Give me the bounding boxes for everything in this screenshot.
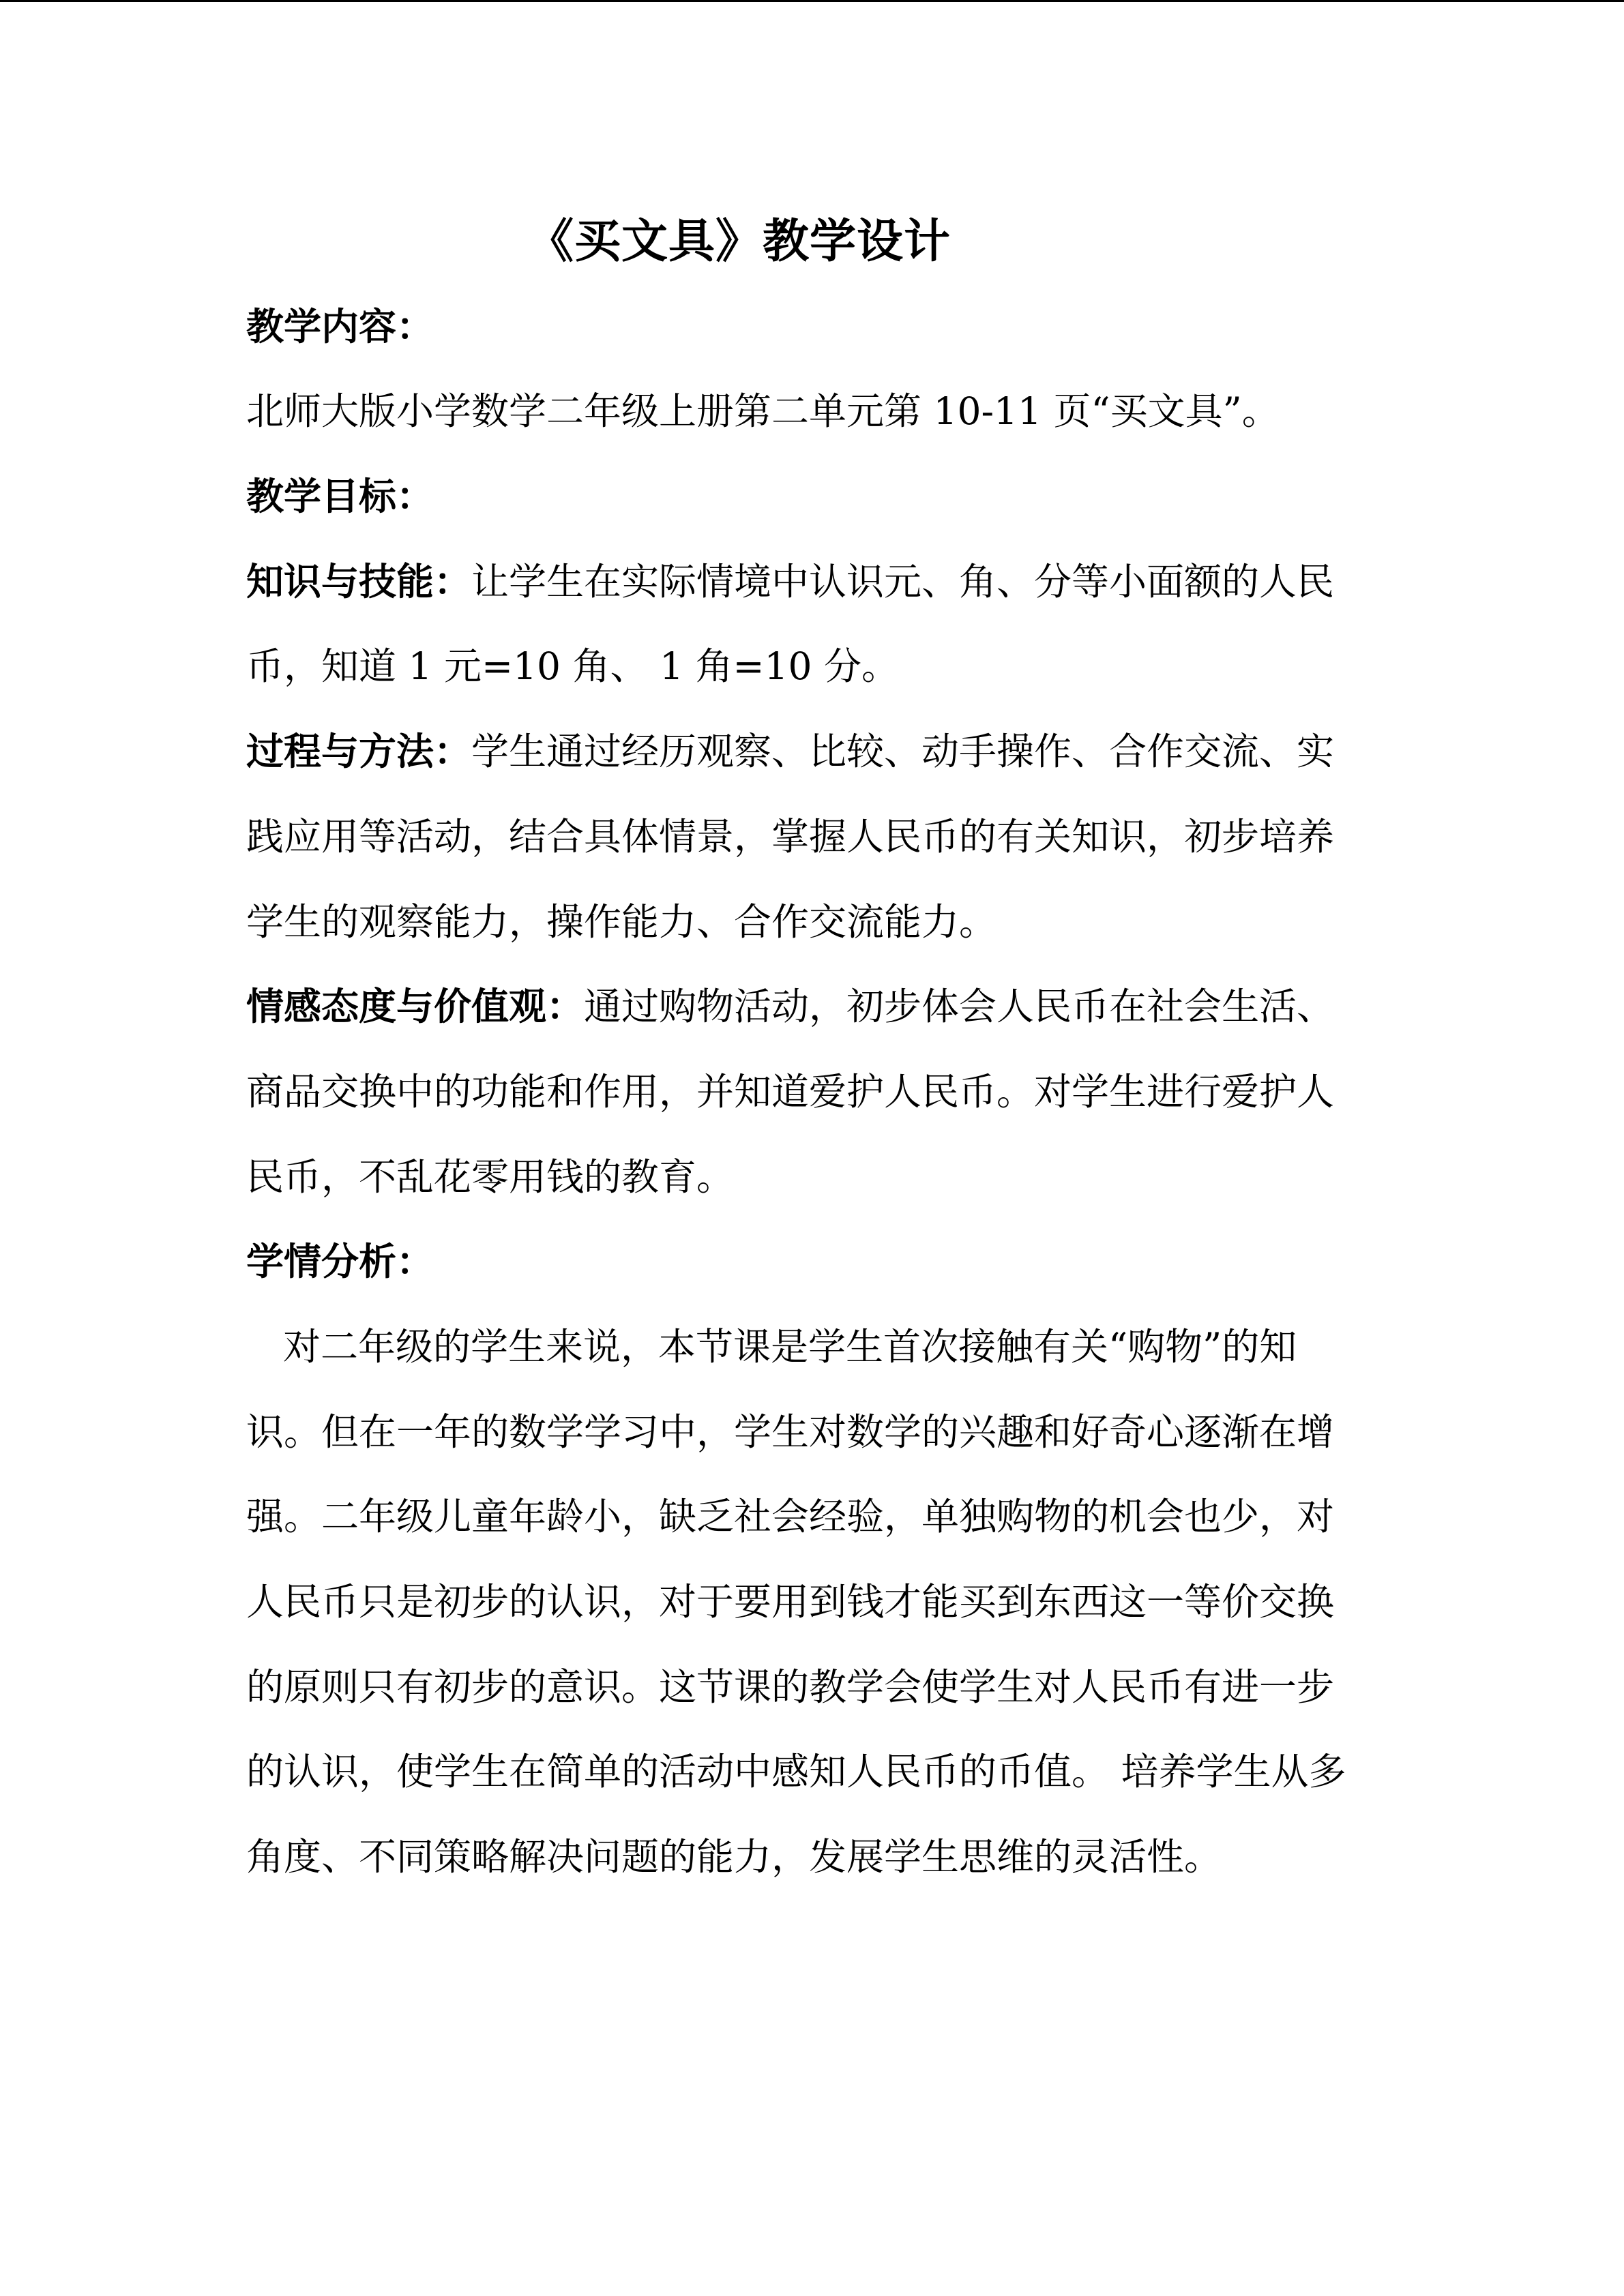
objective-attitude-line	[246, 964, 1378, 1049]
objective-knowledge-text: 让学生在实际情境中认识元、角、分等小面额的人民	[471, 559, 1335, 603]
section-heading-analysis: 学情分析：	[246, 1240, 434, 1284]
objective-attitude-text: 通过购物活动，初步体会人民币在社会生活、	[584, 985, 1335, 1029]
document-body	[246, 199, 1378, 1900]
content-text: 北师大版小学数学二年级上册第二单元第 10-11 页“买文具”。	[246, 389, 1280, 434]
objective-knowledge-line	[246, 539, 1378, 625]
analysis-text: 识。但在一年的数学学习中，学生对数学的兴趣和好奇心逐渐在增	[246, 1410, 1335, 1454]
analysis-text: 角度、不同策略解决问题的能力，发展学生思维的灵活性。	[246, 1835, 1222, 1879]
page-top-border	[0, 0, 1624, 2]
objective-knowledge-text: 币，知道 1 元=10 角、 1 角=10 分。	[246, 644, 900, 689]
analysis-text: 对二年级的学生来说，本节课是学生首次接触有关“购物”的知	[283, 1324, 1297, 1369]
analysis-text: 的认识，使学生在简单的活动中感知人民币的币值。 培养学生从多	[246, 1750, 1346, 1794]
document-title: 《买文具》教学设计	[527, 214, 951, 269]
objective-process-label: 过程与方法：	[246, 730, 472, 774]
objective-process-text: 学生通过经历观察、比较、动手操作、合作交流、实	[471, 730, 1335, 774]
objective-knowledge-label: 知识与技能：	[246, 559, 472, 603]
section-heading-objectives: 教学目标：	[246, 475, 434, 519]
analysis-text: 人民币只是初步的认识，对于要用到钱才能买到东西这一等价交换	[246, 1580, 1335, 1624]
objective-process-text: 学生的观察能力，操作能力、合作交流能力。	[246, 899, 997, 944]
analysis-text: 的原则只有初步的意识。这节课的教学会使学生对人民币有进一步	[246, 1665, 1335, 1709]
section-heading-content: 教学内容：	[246, 304, 434, 348]
objective-process-line	[246, 709, 1378, 794]
objective-process-text: 践应用等活动，结合具体情景，掌握人民币的有关知识，初步培养	[246, 814, 1335, 859]
objective-attitude-label: 情感态度与价值观：	[246, 985, 585, 1029]
analysis-text: 强。二年级儿童年龄小，缺乏社会经验，单独购物的机会也少，对	[246, 1495, 1335, 1539]
objective-attitude-text: 商品交换中的功能和作用，并知道爱护人民币。对学生进行爱护人	[246, 1069, 1335, 1114]
objective-attitude-text: 民币，不乱花零用钱的教育。	[246, 1154, 735, 1199]
